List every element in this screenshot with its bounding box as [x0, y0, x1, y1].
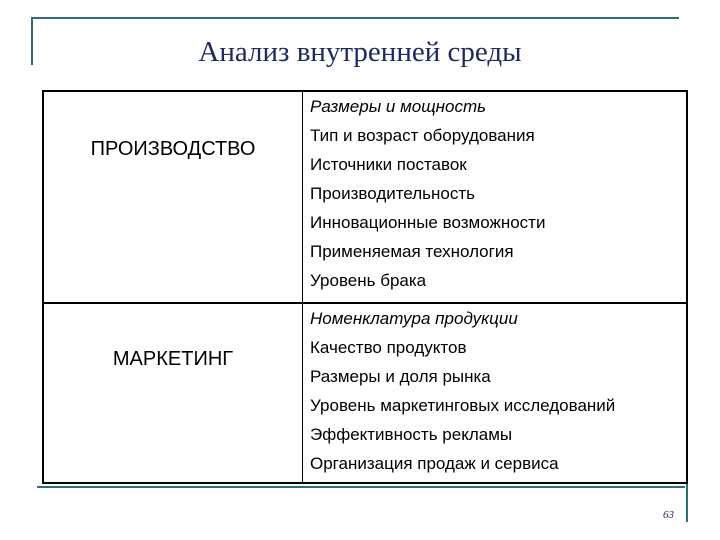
- list-item: Эффективность рекламы: [310, 425, 513, 444]
- list-item: Размеры и мощность: [310, 97, 487, 116]
- slide-title: Анализ внутренней среды: [198, 36, 522, 68]
- list-item: Размеры и доля рынка: [310, 367, 491, 386]
- marketing-items-list: [310, 304, 615, 478]
- category-marketing: МАРКЕТИНГ: [112, 348, 234, 370]
- list-item: Уровень брака: [310, 271, 427, 290]
- list-item: Уровень маркетинговых исследований: [310, 396, 616, 415]
- list-item: Качество продуктов: [310, 338, 467, 357]
- list-item: Применяемая технология: [310, 242, 514, 261]
- production-items-list: [310, 92, 545, 295]
- list-item: Тип и возраст оборудования: [310, 126, 535, 145]
- list-item: Инновационные возможности: [310, 213, 546, 232]
- category-production: ПРОИЗВОДСТВО: [90, 138, 256, 160]
- page-number: 63: [663, 509, 674, 521]
- list-item: Производительность: [310, 184, 476, 203]
- list-item: Номенклатура продукции: [310, 309, 518, 328]
- decorative-top-line: [31, 17, 679, 19]
- list-item: Организация продаж и сервиса: [310, 454, 559, 473]
- table-column-divider: [302, 92, 303, 482]
- decorative-right-line: [686, 482, 688, 522]
- list-item: Источники поставок: [310, 155, 467, 174]
- decorative-bottom-line: [37, 486, 685, 488]
- analysis-table: [42, 90, 688, 484]
